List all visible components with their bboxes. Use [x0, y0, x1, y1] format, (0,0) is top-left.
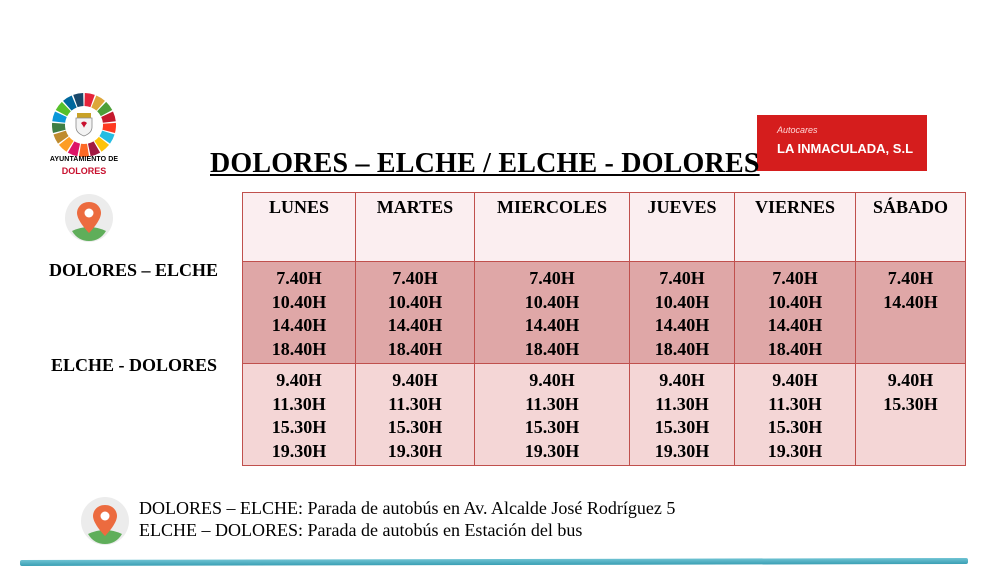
header-row [243, 193, 966, 262]
departure-time: 14.40H [271, 315, 327, 335]
departure-time: 7.40H [659, 268, 705, 288]
logo-caption: AYUNTAMIENTO DE [49, 156, 119, 163]
departure-time: 9.40H [772, 370, 818, 390]
departure-time: 14.40H [387, 315, 443, 335]
departure-time: 10.40H [387, 291, 443, 312]
departure-time: 14.40H [767, 315, 823, 335]
departure-time: 15.30H [387, 417, 443, 437]
departure-time: 14.40H [654, 315, 710, 335]
departure-time: 19.30H [271, 440, 327, 461]
departure-time: 10.40H [767, 291, 823, 312]
departure-time: 7.40H [772, 268, 818, 288]
departure-time: 10.40H [271, 291, 327, 312]
departure-time: 11.30H [768, 393, 822, 414]
brand-subtitle: Autocares [777, 125, 818, 135]
day-header-lunes: LUNES [243, 193, 356, 262]
wheel-segment [79, 144, 89, 157]
logo-town-name: DOLORES [61, 166, 107, 176]
stop-notes [80, 496, 880, 548]
departure-time: 15.30H [524, 417, 580, 437]
departure-time: 14.40H [883, 291, 938, 312]
departure-time: 15.30H [883, 393, 938, 414]
brand-name: LA INMACULADA, S.L [777, 141, 914, 156]
departure-time: 14.40H [524, 315, 580, 335]
times-cell [630, 262, 735, 364]
times-cell [735, 364, 856, 466]
departure-time: 9.40H [392, 370, 438, 390]
schedule-table [242, 192, 966, 466]
bottom-divider [20, 558, 968, 566]
departure-time: 9.40H [659, 370, 705, 390]
return-times-row [243, 364, 966, 466]
departure-time: 18.40H [767, 338, 823, 359]
departure-time: 18.40H [271, 338, 327, 359]
departure-time: 19.30H [654, 440, 710, 461]
times-cell [630, 364, 735, 466]
stop-note-outbound: DOLORES – ELCHE: Parada de autobús en Av. Alcalde José Rodríguez 5 [139, 498, 676, 518]
times-cell [856, 364, 966, 466]
departure-time: 9.40H [887, 370, 934, 390]
route-label-outbound: DOLORES – ELCHE [49, 260, 219, 280]
departure-time: 19.30H [767, 440, 823, 461]
departure-time: 7.40H [887, 268, 934, 288]
times-cell [475, 262, 630, 364]
departure-time: 9.40H [276, 370, 322, 390]
departure-time: 15.30H [654, 417, 710, 437]
route-label-return: ELCHE - DOLORES [51, 355, 218, 375]
day-header-jueves: JUEVES [630, 193, 735, 262]
company-brand [757, 115, 927, 171]
sdg-wheel-icon [45, 92, 123, 158]
times-cell [856, 262, 966, 364]
stop-note-return: ELCHE – DOLORES: Parada de autobús en Estación del bus [139, 520, 583, 540]
departure-time: 11.30H [525, 393, 579, 414]
times-cell [475, 364, 630, 466]
times-cell [243, 364, 356, 466]
day-header-miercoles: MIERCOLES [475, 193, 630, 262]
times-cell [243, 262, 356, 364]
departure-time: 11.30H [655, 393, 709, 414]
departure-time: 10.40H [654, 291, 710, 312]
departure-time: 10.40H [524, 291, 580, 312]
times-cell [356, 262, 475, 364]
departure-time: 19.30H [387, 440, 443, 461]
departure-time: 11.30H [388, 393, 442, 414]
departure-time: 9.40H [529, 370, 575, 390]
departure-time: 15.30H [271, 417, 327, 437]
map-pin-icon [64, 193, 114, 243]
day-header-martes: MARTES [356, 193, 475, 262]
page-title: DOLORES – ELCHE / ELCHE - DOLORES [210, 148, 760, 179]
crest-icon [76, 113, 92, 136]
outbound-times-row [243, 262, 966, 364]
departure-time: 18.40H [654, 338, 710, 359]
departure-time: 7.40H [276, 268, 322, 288]
departure-time: 18.40H [524, 338, 580, 359]
departure-time: 7.40H [392, 268, 438, 288]
municipal-logo [38, 90, 130, 190]
departure-time: 11.30H [272, 393, 326, 414]
times-cell [356, 364, 475, 466]
departure-time: 7.40H [529, 268, 575, 288]
map-pin-icon [80, 496, 130, 546]
times-cell [735, 262, 856, 364]
day-header-viernes: VIERNES [735, 193, 856, 262]
departure-time: 19.30H [524, 440, 580, 461]
day-header-sabado: SÁBADO [856, 193, 966, 262]
departure-time: 15.30H [767, 417, 823, 437]
departure-time: 18.40H [387, 338, 443, 359]
